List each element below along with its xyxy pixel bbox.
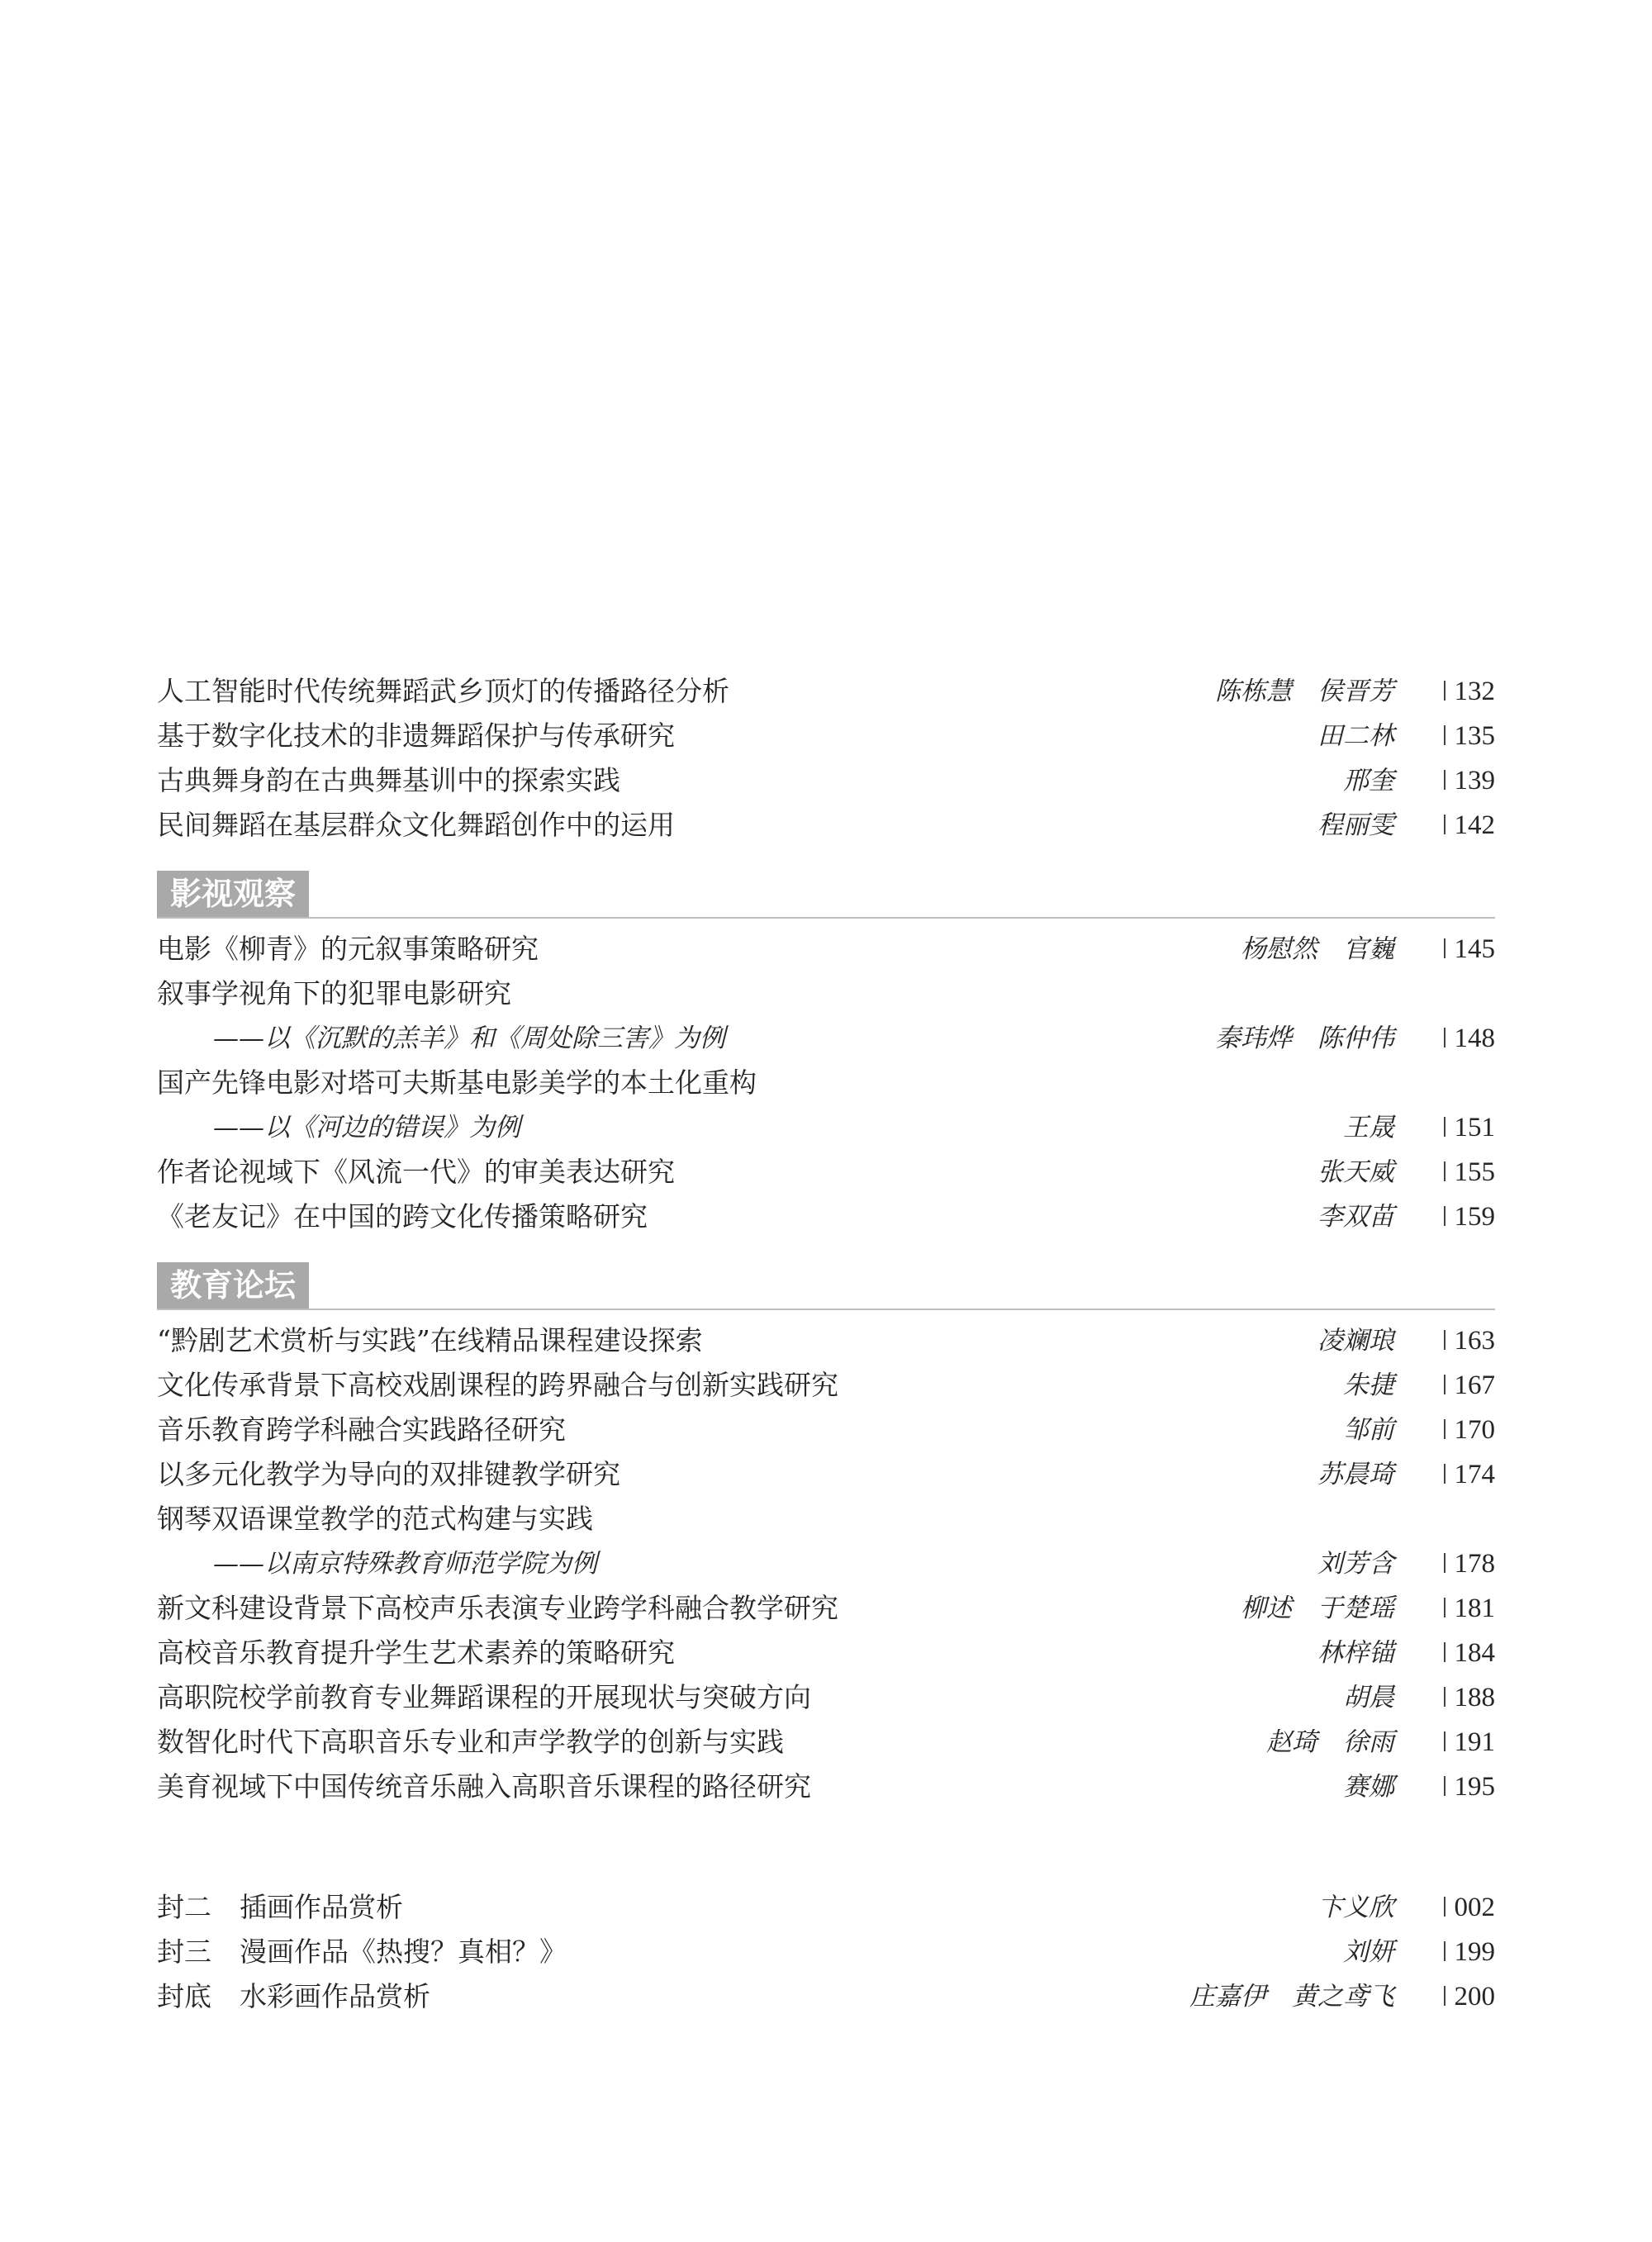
entry-subtitle: ——以南京特殊教育师范学院为例 [213,1549,597,1579]
entry-title: “黔剧艺术赏析与实践”在线精品课程建设探索 [157,1324,703,1356]
entry-title: 插画作品赏析 [240,1891,403,1923]
page-separator [1444,1375,1446,1394]
entry-title: 数智化时代下高职音乐专业和声学教学的创新与实践 [157,1726,784,1758]
entry-page: 163 [1454,1326,1495,1356]
entry-author: 赛娜 [1343,1772,1394,1802]
entry-title: 《老友记》在中国的跨文化传播策略研究 [157,1200,648,1233]
section-label: 影视观察 [157,871,309,917]
toc-entry[interactable] [157,1363,1495,1408]
page-separator [1444,1553,1446,1573]
cover-code: 封底 [157,1980,211,2012]
entry-title: 基于数字化技术的非遗舞蹈保护与传承研究 [157,720,675,752]
page-separator [1444,1731,1446,1751]
page-separator [1444,1464,1446,1484]
entry-title: 钢琴双语课堂教学的范式构建与实践 [157,1503,593,1535]
entry-author: 凌斓琅 [1317,1326,1394,1356]
page-separator [1444,1598,1446,1617]
page-separator [1444,725,1446,745]
page-separator [1444,1897,1446,1917]
entry-title: 高校音乐教育提升学生艺术素养的策略研究 [157,1636,675,1669]
cover-entry[interactable] [157,1930,1495,1974]
entry-page: 151 [1454,1113,1495,1142]
entry-author: 李双苗 [1317,1202,1394,1232]
entry-page: 139 [1454,766,1495,796]
entry-title: 作者论视域下《风流一代》的审美表达研究 [157,1156,675,1188]
page-separator [1444,1687,1446,1707]
page-separator [1444,770,1446,790]
section-label: 教育论坛 [157,1262,309,1309]
entry-title: 漫画作品《热搜？真相？》 [240,1936,567,1968]
entry-author: 柳述 于楚瑶 [1241,1594,1394,1623]
entry-title: 民间舞蹈在基层群众文化舞蹈创作中的运用 [157,809,675,841]
entry-author: 邹前 [1343,1415,1394,1445]
entry-title: 新文科建设背景下高校声乐表演专业跨学科融合教学研究 [157,1592,838,1624]
toc-group-covers [157,1885,1495,2019]
page-separator [1444,1941,1446,1961]
entry-page: 181 [1454,1594,1495,1623]
entry-page: 174 [1454,1460,1495,1489]
entry-page: 167 [1454,1370,1495,1400]
cover-code: 封二 [157,1891,211,1923]
entry-title: 叙事学视角下的犯罪电影研究 [157,977,511,1009]
toc-group-education [157,1318,1495,1809]
toc-entry[interactable] [157,1452,1495,1497]
entry-author: 赵琦 徐雨 [1266,1727,1394,1757]
entry-page: 178 [1454,1549,1495,1579]
entry-author: 王晟 [1343,1113,1394,1142]
entry-page: 199 [1454,1937,1495,1967]
toc-entry[interactable] [157,758,1495,803]
entry-author: 卞义欣 [1317,1893,1394,1922]
entry-author: 林梓锚 [1317,1638,1394,1668]
entry-page: 135 [1454,721,1495,751]
toc-entry[interactable] [157,1497,1495,1541]
entry-subtitle: ——以《沉默的羔羊》和《周处除三害》为例 [213,1024,725,1053]
entry-page: 155 [1454,1157,1495,1187]
entry-page: 132 [1454,677,1495,706]
page-separator [1444,1161,1446,1181]
entry-author: 田二林 [1317,721,1394,751]
entry-title: 以多元化教学为导向的双排键教学研究 [157,1458,620,1490]
entry-author: 苏晨琦 [1317,1460,1394,1489]
entry-page: 142 [1454,810,1495,840]
toc-entry[interactable] [157,1765,1495,1809]
page-separator [1444,1986,1446,2006]
entry-author: 刘芳含 [1317,1549,1394,1579]
entry-title: 人工智能时代传统舞蹈武乡顶灯的传播路径分析 [157,675,729,707]
toc-entry[interactable] [157,803,1495,848]
entry-author: 程丽雯 [1317,810,1394,840]
page-separator [1444,1776,1446,1796]
spacer [157,1809,1495,1885]
toc-entry-subtitle[interactable] [157,1541,1495,1586]
toc-entry[interactable] [157,714,1495,758]
page-separator [1444,1206,1446,1226]
cover-entry[interactable] [157,1974,1495,2019]
page-separator [1444,938,1446,958]
section-header-film [157,871,1495,924]
toc-entry-subtitle[interactable] [157,1105,1495,1150]
toc-entry[interactable] [157,1586,1495,1631]
page-separator [1444,1642,1446,1662]
entry-page: 148 [1454,1024,1495,1053]
toc-entry-subtitle[interactable] [157,1016,1495,1061]
entry-page: 184 [1454,1638,1495,1668]
entry-author: 庄嘉伊 黄之鸢飞 [1189,1982,1394,2012]
section-rule [157,917,1495,919]
entry-title: 国产先锋电影对塔可夫斯基电影美学的本土化重构 [157,1066,757,1099]
toc-entry[interactable] [157,971,1495,1016]
page-separator [1444,815,1446,834]
toc-entry[interactable] [157,1061,1495,1105]
entry-author: 张天威 [1317,1157,1394,1187]
table-of-contents [157,669,1495,2019]
section-rule [157,1309,1495,1310]
toc-entry[interactable] [157,1195,1495,1239]
page-separator [1444,1419,1446,1439]
entry-page: 200 [1454,1982,1495,2012]
entry-page: 002 [1454,1893,1495,1922]
entry-title: 水彩画作品赏析 [240,1980,430,2012]
entry-author: 朱捷 [1343,1370,1394,1400]
section-header-education [157,1262,1495,1315]
toc-entry[interactable] [157,669,1495,714]
page-separator [1444,1028,1446,1047]
toc-entry[interactable] [157,927,1495,971]
toc-entry[interactable] [157,1408,1495,1452]
entry-page: 170 [1454,1415,1495,1445]
page-separator [1444,1117,1446,1137]
entry-page: 188 [1454,1683,1495,1712]
toc-entry[interactable] [157,1720,1495,1765]
entry-title: 高职院校学前教育专业舞蹈课程的开展现状与突破方向 [157,1681,811,1713]
entry-title: 电影《柳青》的元叙事策略研究 [157,933,539,965]
entry-title: 音乐教育跨学科融合实践路径研究 [157,1413,566,1446]
entry-page: 159 [1454,1202,1495,1232]
page-separator [1444,681,1446,701]
entry-author: 邢奎 [1343,766,1394,796]
cover-entry[interactable] [157,1885,1495,1930]
toc-entry[interactable] [157,1675,1495,1720]
entry-page: 195 [1454,1772,1495,1802]
entry-author: 刘妍 [1343,1937,1394,1967]
entry-page: 191 [1454,1727,1495,1757]
toc-entry[interactable] [157,1631,1495,1675]
toc-group-dance [157,669,1495,848]
page-separator [1444,1330,1446,1350]
entry-subtitle: ——以《河边的错误》为例 [213,1113,520,1142]
entry-author: 胡晨 [1343,1683,1394,1712]
toc-group-film [157,927,1495,1239]
entry-author: 杨慰然 官巍 [1241,934,1394,964]
entry-title: 文化传承背景下高校戏剧课程的跨界融合与创新实践研究 [157,1369,838,1401]
entry-title: 古典舞身韵在古典舞基训中的探索实践 [157,764,620,796]
entry-title: 美育视域下中国传统音乐融入高职音乐课程的路径研究 [157,1770,811,1803]
toc-entry[interactable] [157,1150,1495,1195]
toc-entry[interactable] [157,1318,1495,1363]
cover-code: 封三 [157,1936,211,1968]
entry-page: 145 [1454,934,1495,964]
entry-author: 陈栋慧 侯晋芳 [1215,677,1394,706]
entry-author: 秦玮烨 陈仲伟 [1215,1024,1394,1053]
